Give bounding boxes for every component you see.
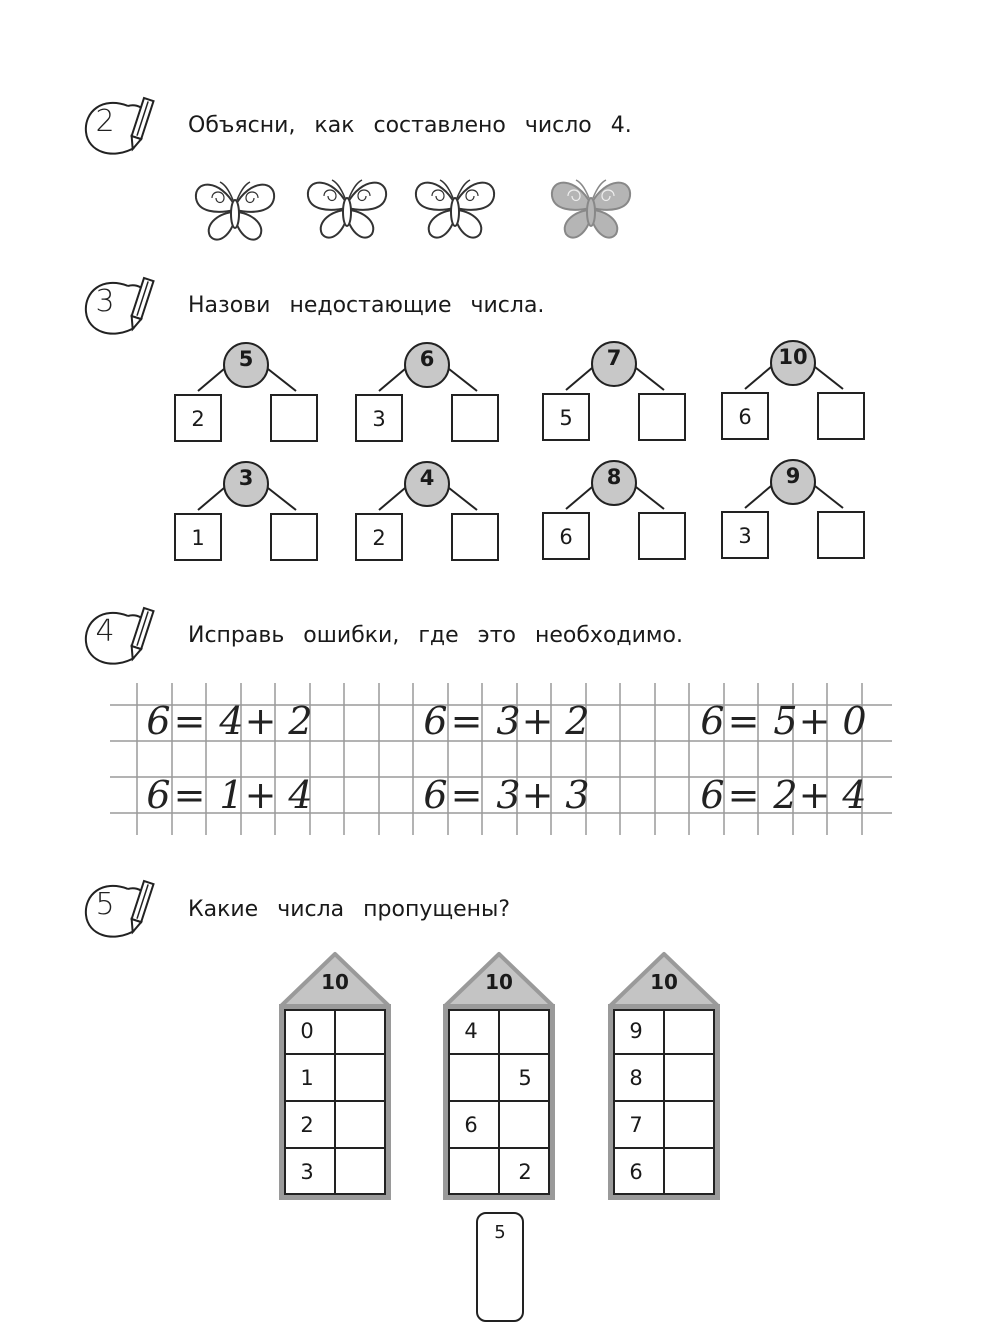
tree-right-box[interactable]: [817, 511, 865, 559]
house-roof-number: 10: [321, 970, 349, 994]
tree-left-box: 5: [542, 393, 590, 441]
equation-symbol: 1: [219, 773, 244, 817]
house-cell: 6: [464, 1113, 478, 1137]
house-cell[interactable]: [335, 1102, 387, 1148]
tree-top-number: 6: [419, 347, 435, 371]
equation-symbol: 4: [219, 699, 244, 743]
tree-left-box: 2: [355, 513, 403, 561]
house-cell[interactable]: [445, 1149, 497, 1195]
number-house: [443, 950, 555, 1200]
tree-right-box[interactable]: [270, 394, 318, 442]
equation-symbol: 2: [773, 773, 798, 817]
house-cell[interactable]: [664, 1008, 716, 1054]
house-cell[interactable]: [335, 1149, 387, 1195]
equation-symbol: +: [244, 773, 277, 817]
equation-symbol: 0: [842, 699, 867, 743]
task-number: 2: [95, 104, 115, 139]
equation-symbol: =: [450, 773, 483, 817]
equation-symbol: 6: [700, 773, 725, 817]
number-house: [279, 950, 391, 1200]
task-number-badge: [82, 604, 162, 674]
house-cell: 2: [518, 1160, 532, 1184]
equation-symbol: +: [798, 699, 831, 743]
tree-left-box: 1: [174, 513, 222, 561]
tree-top-number: 9: [785, 464, 801, 488]
tree-top-number: 4: [419, 466, 435, 490]
tree-right-box[interactable]: [270, 513, 318, 561]
task-number-badge: [82, 274, 162, 344]
house-cell[interactable]: [664, 1149, 716, 1195]
equation-symbol: +: [521, 699, 554, 743]
equation-symbol: 6: [423, 699, 448, 743]
equation-symbol: +: [798, 773, 831, 817]
equation-symbol: =: [173, 699, 206, 743]
house-cell: 2: [300, 1113, 314, 1137]
tree-left-box: 6: [721, 392, 769, 440]
equation-symbol: +: [244, 699, 277, 743]
tree-left-box: 3: [721, 511, 769, 559]
tree-right-box[interactable]: [638, 512, 686, 560]
house-cell[interactable]: [335, 1008, 387, 1054]
equation-symbol: 2: [288, 699, 313, 743]
number-tree: [355, 341, 505, 451]
butterfly-icon: [410, 170, 500, 246]
tree-right-box[interactable]: [451, 394, 499, 442]
tree-top-number: 7: [606, 346, 622, 370]
equation-symbol: =: [450, 699, 483, 743]
tree-right-box[interactable]: [817, 392, 865, 440]
house-cell[interactable]: [664, 1102, 716, 1148]
equation-grid: [110, 683, 892, 835]
page-number-tab: [476, 1212, 524, 1322]
house-cell: 6: [629, 1160, 643, 1184]
butterfly-icon: [302, 170, 392, 246]
house-cell[interactable]: [445, 1055, 497, 1101]
house-cell[interactable]: [335, 1055, 387, 1101]
butterfly-icon: [190, 172, 280, 248]
equation-symbol: 3: [565, 773, 590, 817]
equation-symbol: +: [521, 773, 554, 817]
number-tree: [721, 339, 871, 449]
equation-symbol: =: [727, 699, 760, 743]
equation-symbol: =: [173, 773, 206, 817]
house-cell[interactable]: [499, 1008, 551, 1054]
house-cell[interactable]: [664, 1055, 716, 1101]
tree-right-box[interactable]: [638, 393, 686, 441]
tree-top-number: 5: [238, 347, 254, 371]
equation-symbol: 6: [146, 699, 171, 743]
house-roof-number: 10: [650, 970, 678, 994]
house-cell: 0: [300, 1019, 314, 1043]
task-number: 5: [95, 887, 115, 922]
page-number: 5: [494, 1222, 506, 1243]
house-cell: 5: [518, 1066, 532, 1090]
house-roof-number: 10: [485, 970, 513, 994]
house-cell: 1: [300, 1066, 314, 1090]
number-tree: [355, 460, 505, 570]
house-cell: 7: [629, 1113, 643, 1137]
number-tree: [174, 460, 324, 570]
house-cell: 4: [464, 1019, 478, 1043]
butterfly-icon: [546, 170, 636, 246]
number-house: [608, 950, 720, 1200]
house-cell: 8: [629, 1066, 643, 1090]
number-tree: [721, 458, 871, 568]
tree-left-box: 6: [542, 512, 590, 560]
house-cell[interactable]: [499, 1102, 551, 1148]
task-number-badge: [82, 877, 162, 947]
task-text: Объясни, как составлено число 4.: [188, 113, 632, 138]
tree-right-box[interactable]: [451, 513, 499, 561]
house-cell: 3: [300, 1160, 314, 1184]
equation-symbol: 2: [565, 699, 590, 743]
equation-symbol: 3: [496, 773, 521, 817]
tree-top-number: 8: [606, 465, 622, 489]
equation-symbol: 6: [146, 773, 171, 817]
number-tree: [174, 341, 324, 451]
tree-top-number: 10: [778, 345, 808, 369]
equation-symbol: 6: [700, 699, 725, 743]
equation-symbol: 6: [423, 773, 448, 817]
task-text: Назови недостающие числа.: [188, 293, 545, 318]
task-number: 4: [95, 614, 115, 649]
task-number-badge: [82, 94, 162, 164]
task-number: 3: [95, 284, 115, 319]
equation-symbol: 3: [496, 699, 521, 743]
equation-symbol: 4: [288, 773, 313, 817]
task-text: Какие числа пропущены?: [188, 897, 511, 922]
number-tree: [542, 459, 692, 569]
equation-symbol: 5: [773, 699, 798, 743]
tree-left-box: 2: [174, 394, 222, 442]
number-tree: [542, 340, 692, 450]
tree-left-box: 3: [355, 394, 403, 442]
equation-symbol: 4: [842, 773, 867, 817]
house-cell: 9: [629, 1019, 643, 1043]
tree-top-number: 3: [238, 466, 254, 490]
task-text: Исправь ошибки, где это необходимо.: [188, 623, 683, 648]
equation-symbol: =: [727, 773, 760, 817]
